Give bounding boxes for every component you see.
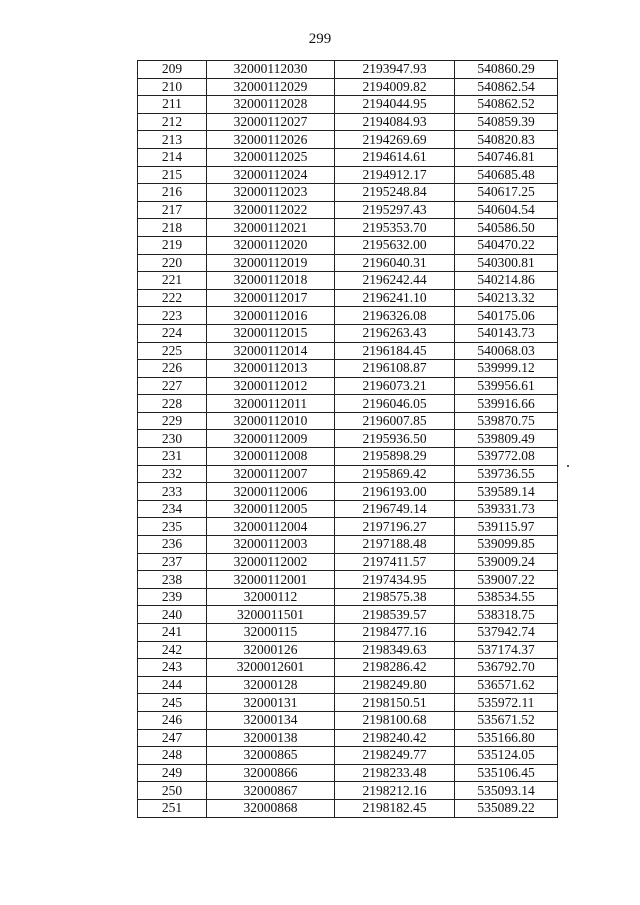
stray-mark — [567, 465, 569, 467]
y-coordinate-cell: 535106.45 — [455, 764, 558, 782]
x-coordinate-cell: 2198150.51 — [335, 694, 455, 712]
table-row — [138, 571, 558, 589]
y-coordinate-cell: 539009.24 — [455, 553, 558, 571]
table-row — [138, 747, 558, 765]
table-row — [138, 131, 558, 149]
table-row — [138, 711, 558, 729]
row-number-cell: 240 — [138, 606, 207, 624]
x-coordinate-cell: 2196241.10 — [335, 289, 455, 307]
row-number-cell: 219 — [138, 236, 207, 254]
table-row — [138, 553, 558, 571]
table-row — [138, 606, 558, 624]
y-coordinate-cell: 540300.81 — [455, 254, 558, 272]
x-coordinate-cell: 2196007.85 — [335, 412, 455, 430]
y-coordinate-cell: 535093.14 — [455, 782, 558, 800]
x-coordinate-cell: 2196073.21 — [335, 377, 455, 395]
row-number-cell: 229 — [138, 412, 207, 430]
table-row — [138, 61, 558, 79]
point-id-cell: 32000115 — [207, 624, 335, 642]
table-row — [138, 465, 558, 483]
y-coordinate-cell: 540746.81 — [455, 148, 558, 166]
row-number-cell: 247 — [138, 729, 207, 747]
row-number-cell: 216 — [138, 184, 207, 202]
point-id-cell: 32000867 — [207, 782, 335, 800]
y-coordinate-cell: 540213.32 — [455, 289, 558, 307]
coordinates-table — [137, 60, 558, 818]
x-coordinate-cell: 2196326.08 — [335, 307, 455, 325]
point-id-cell: 32000112027 — [207, 113, 335, 131]
row-number-cell: 213 — [138, 131, 207, 149]
point-id-cell: 32000865 — [207, 747, 335, 765]
table-row — [138, 254, 558, 272]
table-row — [138, 588, 558, 606]
y-coordinate-cell: 539007.22 — [455, 571, 558, 589]
table-row — [138, 694, 558, 712]
x-coordinate-cell: 2196242.44 — [335, 272, 455, 290]
table-row — [138, 289, 558, 307]
point-id-cell: 32000128 — [207, 676, 335, 694]
point-id-cell: 32000112006 — [207, 483, 335, 501]
row-number-cell: 245 — [138, 694, 207, 712]
point-id-cell: 32000112003 — [207, 536, 335, 554]
row-number-cell: 223 — [138, 307, 207, 325]
x-coordinate-cell: 2196263.43 — [335, 324, 455, 342]
point-id-cell: 32000112002 — [207, 553, 335, 571]
x-coordinate-cell: 2197196.27 — [335, 518, 455, 536]
table-row — [138, 483, 558, 501]
point-id-cell: 32000112 — [207, 588, 335, 606]
y-coordinate-cell: 539916.66 — [455, 395, 558, 413]
coordinates-table-body — [138, 61, 558, 818]
y-coordinate-cell: 540175.06 — [455, 307, 558, 325]
y-coordinate-cell: 540470.22 — [455, 236, 558, 254]
x-coordinate-cell: 2198349.63 — [335, 641, 455, 659]
table-row — [138, 201, 558, 219]
y-coordinate-cell: 539772.08 — [455, 448, 558, 466]
row-number-cell: 239 — [138, 588, 207, 606]
point-id-cell: 32000112017 — [207, 289, 335, 307]
row-number-cell: 238 — [138, 571, 207, 589]
y-coordinate-cell: 540860.29 — [455, 61, 558, 79]
x-coordinate-cell: 2195632.00 — [335, 236, 455, 254]
page-number: 299 — [308, 31, 332, 47]
point-id-cell: 32000112019 — [207, 254, 335, 272]
point-id-cell: 32000112018 — [207, 272, 335, 290]
table-row — [138, 448, 558, 466]
row-number-cell: 224 — [138, 324, 207, 342]
y-coordinate-cell: 539331.73 — [455, 500, 558, 518]
y-coordinate-cell: 540862.54 — [455, 78, 558, 96]
row-number-cell: 228 — [138, 395, 207, 413]
table-row — [138, 536, 558, 554]
table-row — [138, 272, 558, 290]
x-coordinate-cell: 2195936.50 — [335, 430, 455, 448]
x-coordinate-cell: 2198212.16 — [335, 782, 455, 800]
row-number-cell: 209 — [138, 61, 207, 79]
point-id-cell: 32000112023 — [207, 184, 335, 202]
point-id-cell: 32000112008 — [207, 448, 335, 466]
table-row — [138, 799, 558, 817]
row-number-cell: 222 — [138, 289, 207, 307]
y-coordinate-cell: 536571.62 — [455, 676, 558, 694]
point-id-cell: 32000112001 — [207, 571, 335, 589]
point-id-cell: 32000112009 — [207, 430, 335, 448]
table-row — [138, 342, 558, 360]
table-row — [138, 78, 558, 96]
row-number-cell: 215 — [138, 166, 207, 184]
x-coordinate-cell: 2196193.00 — [335, 483, 455, 501]
point-id-cell: 32000112028 — [207, 96, 335, 114]
y-coordinate-cell: 537174.37 — [455, 641, 558, 659]
x-coordinate-cell: 2196749.14 — [335, 500, 455, 518]
x-coordinate-cell: 2196184.45 — [335, 342, 455, 360]
y-coordinate-cell: 539870.75 — [455, 412, 558, 430]
table-row — [138, 764, 558, 782]
row-number-cell: 250 — [138, 782, 207, 800]
point-id-cell: 32000126 — [207, 641, 335, 659]
y-coordinate-cell: 540143.73 — [455, 324, 558, 342]
x-coordinate-cell: 2195353.70 — [335, 219, 455, 237]
x-coordinate-cell: 2197188.48 — [335, 536, 455, 554]
row-number-cell: 217 — [138, 201, 207, 219]
y-coordinate-cell: 539099.85 — [455, 536, 558, 554]
row-number-cell: 227 — [138, 377, 207, 395]
row-number-cell: 211 — [138, 96, 207, 114]
row-number-cell: 221 — [138, 272, 207, 290]
y-coordinate-cell: 535124.05 — [455, 747, 558, 765]
x-coordinate-cell: 2198539.57 — [335, 606, 455, 624]
point-id-cell: 32000134 — [207, 711, 335, 729]
x-coordinate-cell: 2194044.95 — [335, 96, 455, 114]
table-row — [138, 184, 558, 202]
table-row — [138, 518, 558, 536]
y-coordinate-cell: 537942.74 — [455, 624, 558, 642]
x-coordinate-cell: 2198477.16 — [335, 624, 455, 642]
x-coordinate-cell: 2194269.69 — [335, 131, 455, 149]
row-number-cell: 237 — [138, 553, 207, 571]
table-row — [138, 659, 558, 677]
point-id-cell: 32000112021 — [207, 219, 335, 237]
point-id-cell: 32000112007 — [207, 465, 335, 483]
row-number-cell: 242 — [138, 641, 207, 659]
point-id-cell: 32000112026 — [207, 131, 335, 149]
point-id-cell: 32000112020 — [207, 236, 335, 254]
point-id-cell: 32000131 — [207, 694, 335, 712]
row-number-cell: 244 — [138, 676, 207, 694]
x-coordinate-cell: 2195869.42 — [335, 465, 455, 483]
row-number-cell: 220 — [138, 254, 207, 272]
point-id-cell: 32000112030 — [207, 61, 335, 79]
table-row — [138, 377, 558, 395]
row-number-cell: 210 — [138, 78, 207, 96]
row-number-cell: 214 — [138, 148, 207, 166]
x-coordinate-cell: 2198249.80 — [335, 676, 455, 694]
point-id-cell: 3200012601 — [207, 659, 335, 677]
row-number-cell: 235 — [138, 518, 207, 536]
x-coordinate-cell: 2198100.68 — [335, 711, 455, 729]
table-row — [138, 676, 558, 694]
point-id-cell: 32000112005 — [207, 500, 335, 518]
table-row — [138, 624, 558, 642]
point-id-cell: 32000138 — [207, 729, 335, 747]
y-coordinate-cell: 535166.80 — [455, 729, 558, 747]
row-number-cell: 234 — [138, 500, 207, 518]
table-row — [138, 113, 558, 131]
x-coordinate-cell: 2197411.57 — [335, 553, 455, 571]
point-id-cell: 32000112025 — [207, 148, 335, 166]
y-coordinate-cell: 539999.12 — [455, 360, 558, 378]
point-id-cell: 32000112016 — [207, 307, 335, 325]
y-coordinate-cell: 539736.55 — [455, 465, 558, 483]
x-coordinate-cell: 2194614.61 — [335, 148, 455, 166]
x-coordinate-cell: 2195297.43 — [335, 201, 455, 219]
y-coordinate-cell: 540068.03 — [455, 342, 558, 360]
x-coordinate-cell: 2194912.17 — [335, 166, 455, 184]
table-row — [138, 96, 558, 114]
row-number-cell: 212 — [138, 113, 207, 131]
y-coordinate-cell: 539809.49 — [455, 430, 558, 448]
y-coordinate-cell: 540617.25 — [455, 184, 558, 202]
y-coordinate-cell: 535089.22 — [455, 799, 558, 817]
row-number-cell: 248 — [138, 747, 207, 765]
point-id-cell: 32000112004 — [207, 518, 335, 536]
table-row — [138, 729, 558, 747]
table-row — [138, 148, 558, 166]
x-coordinate-cell: 2194009.82 — [335, 78, 455, 96]
point-id-cell: 32000112024 — [207, 166, 335, 184]
y-coordinate-cell: 538534.55 — [455, 588, 558, 606]
y-coordinate-cell: 540859.39 — [455, 113, 558, 131]
point-id-cell: 32000112029 — [207, 78, 335, 96]
table-row — [138, 236, 558, 254]
y-coordinate-cell: 539956.61 — [455, 377, 558, 395]
x-coordinate-cell: 2196040.31 — [335, 254, 455, 272]
x-coordinate-cell: 2198182.45 — [335, 799, 455, 817]
y-coordinate-cell: 535671.52 — [455, 711, 558, 729]
row-number-cell: 236 — [138, 536, 207, 554]
y-coordinate-cell: 540820.83 — [455, 131, 558, 149]
row-number-cell: 231 — [138, 448, 207, 466]
row-number-cell: 225 — [138, 342, 207, 360]
table-row — [138, 395, 558, 413]
y-coordinate-cell: 535972.11 — [455, 694, 558, 712]
table-row — [138, 307, 558, 325]
point-id-cell: 32000112013 — [207, 360, 335, 378]
x-coordinate-cell: 2198286.42 — [335, 659, 455, 677]
x-coordinate-cell: 2197434.95 — [335, 571, 455, 589]
x-coordinate-cell: 2198575.38 — [335, 588, 455, 606]
x-coordinate-cell: 2196108.87 — [335, 360, 455, 378]
table-row — [138, 360, 558, 378]
point-id-cell: 32000866 — [207, 764, 335, 782]
y-coordinate-cell: 538318.75 — [455, 606, 558, 624]
row-number-cell: 241 — [138, 624, 207, 642]
table-row — [138, 166, 558, 184]
y-coordinate-cell: 539589.14 — [455, 483, 558, 501]
y-coordinate-cell: 536792.70 — [455, 659, 558, 677]
table-row — [138, 641, 558, 659]
row-number-cell: 233 — [138, 483, 207, 501]
x-coordinate-cell: 2198240.42 — [335, 729, 455, 747]
row-number-cell: 251 — [138, 799, 207, 817]
row-number-cell: 230 — [138, 430, 207, 448]
y-coordinate-cell: 540604.54 — [455, 201, 558, 219]
table-row — [138, 430, 558, 448]
x-coordinate-cell: 2195248.84 — [335, 184, 455, 202]
point-id-cell: 32000112012 — [207, 377, 335, 395]
table-row — [138, 500, 558, 518]
x-coordinate-cell: 2195898.29 — [335, 448, 455, 466]
point-id-cell: 32000112011 — [207, 395, 335, 413]
row-number-cell: 226 — [138, 360, 207, 378]
table-row — [138, 412, 558, 430]
row-number-cell: 246 — [138, 711, 207, 729]
point-id-cell: 32000112014 — [207, 342, 335, 360]
y-coordinate-cell: 539115.97 — [455, 518, 558, 536]
y-coordinate-cell: 540586.50 — [455, 219, 558, 237]
table-row — [138, 782, 558, 800]
y-coordinate-cell: 540685.48 — [455, 166, 558, 184]
table-row — [138, 219, 558, 237]
y-coordinate-cell: 540214.86 — [455, 272, 558, 290]
y-coordinate-cell: 540862.52 — [455, 96, 558, 114]
x-coordinate-cell: 2198249.77 — [335, 747, 455, 765]
point-id-cell: 32000112022 — [207, 201, 335, 219]
x-coordinate-cell: 2194084.93 — [335, 113, 455, 131]
x-coordinate-cell: 2198233.48 — [335, 764, 455, 782]
point-id-cell: 32000112015 — [207, 324, 335, 342]
row-number-cell: 249 — [138, 764, 207, 782]
x-coordinate-cell: 2196046.05 — [335, 395, 455, 413]
row-number-cell: 232 — [138, 465, 207, 483]
point-id-cell: 32000112010 — [207, 412, 335, 430]
point-id-cell: 3200011501 — [207, 606, 335, 624]
x-coordinate-cell: 2193947.93 — [335, 61, 455, 79]
table-row — [138, 324, 558, 342]
point-id-cell: 32000868 — [207, 799, 335, 817]
row-number-cell: 218 — [138, 219, 207, 237]
row-number-cell: 243 — [138, 659, 207, 677]
